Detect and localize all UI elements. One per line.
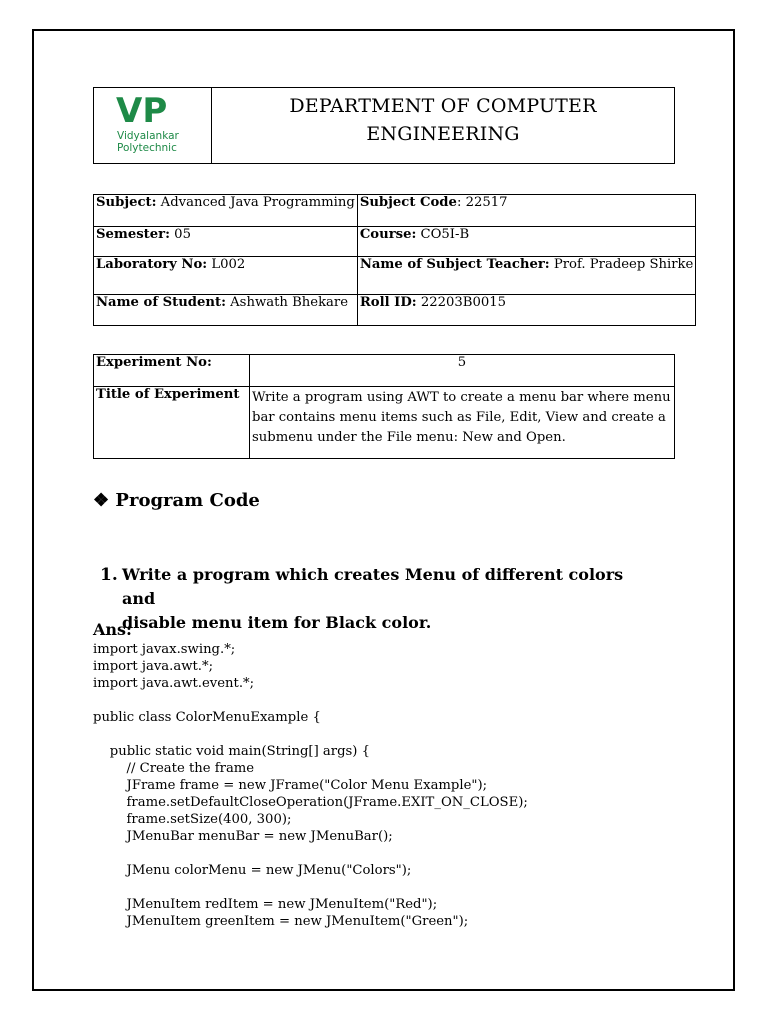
code-line — [93, 845, 528, 862]
question-line-1: Write a program which creates Menu of different colors and — [122, 565, 624, 608]
experiment-no-label: Experiment No: — [94, 355, 250, 387]
code-line: JFrame frame = new JFrame("Color Menu Example"); — [93, 778, 488, 793]
code-line: // Create the frame — [93, 761, 255, 776]
table-row — [94, 195, 696, 227]
code-line: frame.setSize(400, 300); — [93, 812, 292, 827]
department-title: DEPARTMENT OF COMPUTER ENGINEERING — [289, 95, 597, 145]
subject-code-cell: Subject Code: 22517 — [357, 195, 696, 227]
code-block — [93, 641, 528, 930]
code-line — [93, 692, 528, 709]
code-line: public static void main(String[] args) { — [93, 744, 371, 759]
experiment-table — [93, 354, 675, 459]
subject-cell: Subject: Advanced Java Programming — [94, 195, 358, 227]
college-logo — [94, 88, 212, 163]
code-line: JMenuItem greenItem = new JMenuItem("Green"); — [93, 914, 469, 929]
subject-info-table — [93, 194, 696, 326]
semester-cell: Semester: 05 — [94, 227, 358, 257]
answer-label: Ans: — [93, 620, 132, 639]
lab-cell: Laboratory No: L002 — [94, 257, 358, 295]
table-row — [94, 257, 696, 295]
student-cell: Name of Student: Ashwath Bhekare — [94, 295, 358, 326]
roll-id-cell: Roll ID: 22203B0015 — [357, 295, 696, 326]
question — [100, 563, 660, 635]
code-line: import java.awt.event.*; — [93, 676, 255, 691]
code-line: frame.setDefaultCloseOperation(JFrame.EXIT_ON_CLOSE); — [93, 795, 528, 810]
table-row — [94, 387, 675, 459]
code-line: JMenuItem redItem = new JMenuItem("Red"); — [93, 897, 438, 912]
experiment-title-value: Write a program using AWT to create a menu bar where menu bar contains menu items such as File, Edit, View and create a submenu under the File menu: New and Open. — [250, 387, 675, 459]
code-line: import java.awt.*; — [93, 659, 214, 674]
header-table — [93, 87, 675, 164]
logo-mark: VP — [116, 91, 168, 131]
code-line — [93, 726, 528, 743]
question-number: 1. — [100, 565, 118, 585]
course-cell: Course: CO5I-B — [357, 227, 696, 257]
code-line: JMenuBar menuBar = new JMenuBar(); — [93, 829, 393, 844]
table-row — [94, 355, 675, 387]
section-title: Program Code — [115, 490, 260, 511]
experiment-title-label: Title of Experiment — [94, 387, 250, 459]
code-line: JMenu colorMenu = new JMenu("Colors"); — [93, 863, 412, 878]
logo-text: Vidyalankar Polytechnic — [117, 130, 179, 154]
experiment-no-value: 5 — [250, 355, 675, 387]
code-line — [93, 879, 528, 896]
table-row — [94, 295, 696, 326]
code-line: public class ColorMenuExample { — [93, 710, 321, 725]
teacher-cell: Name of Subject Teacher: Prof. Pradeep Shirke — [357, 257, 696, 295]
code-line: import javax.swing.*; — [93, 642, 236, 657]
table-row — [94, 227, 696, 257]
section-heading — [93, 490, 260, 511]
question-line-2: disable menu item for Black color. — [122, 613, 432, 632]
diamond-bullet-icon: ❖ — [93, 490, 110, 511]
